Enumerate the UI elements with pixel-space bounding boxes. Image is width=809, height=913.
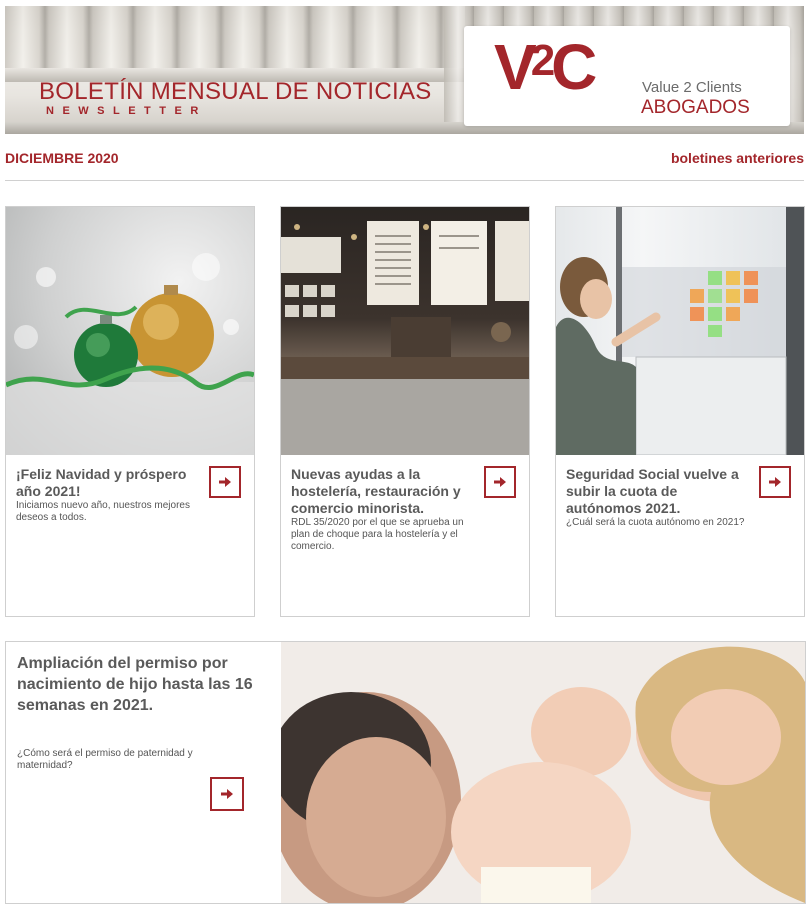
cafe-interior-image[interactable] — [281, 207, 529, 455]
issue-date: DICIEMBRE 2020 — [5, 150, 119, 166]
logo-name: Value 2 Clients — [642, 79, 742, 96]
arrow-right-icon — [494, 477, 506, 487]
card-summary: Iniciamos nuevo año, nuestros mejores deseos a todos. — [16, 500, 190, 523]
company-logo[interactable] — [464, 26, 790, 126]
card-title[interactable]: Seguridad Social vuelve a subir la cuota de autónomos 2021. — [566, 466, 739, 516]
divider — [5, 180, 804, 181]
previous-newsletters-link[interactable]: boletines anteriores — [670, 150, 804, 166]
parents-with-baby-illustration — [281, 642, 805, 903]
woman-sticky-notes-illustration — [556, 207, 804, 455]
read-more-button[interactable] — [209, 466, 241, 498]
feature-title[interactable]: Ampliación del permiso por nacimiento de hijo hasta las 16 semanas en 2021. — [17, 655, 253, 714]
christmas-ornaments-image[interactable] — [6, 207, 254, 455]
card-summary: ¿Cuál será la cuota autónomo en 2021? — [566, 517, 745, 528]
arrow-right-icon — [219, 477, 231, 487]
newsletter-title: BOLETÍN MENSUAL DE NOTICIAS — [39, 78, 432, 105]
news-card-social-security — [555, 206, 805, 617]
card-summary: RDL 35/2020 por el que se aprueba un plan de choque para la hostelería y el comercio. — [291, 517, 464, 552]
news-card-hospitality — [280, 206, 530, 617]
news-card-christmas — [5, 206, 255, 617]
card-title[interactable]: ¡Feliz Navidad y próspero año 2021! — [16, 466, 187, 499]
logo-mark: $V^2C$ — [494, 31, 592, 103]
arrow-right-icon — [221, 789, 233, 799]
feature-summary: ¿Cómo será el permiso de paternidad y maternidad? — [17, 748, 193, 771]
read-more-button[interactable] — [484, 466, 516, 498]
read-more-button[interactable] — [210, 777, 244, 811]
cafe-interior-illustration — [281, 207, 529, 455]
christmas-ornaments-illustration — [6, 207, 254, 455]
logo-tagline: ABOGADOS — [641, 97, 750, 118]
parents-with-baby-image[interactable] — [281, 642, 805, 903]
woman-sticky-notes-image[interactable] — [556, 207, 804, 455]
card-title[interactable]: Nuevas ayudas a la hostelería, restauración y comercio minorista. — [291, 466, 461, 516]
read-more-button[interactable] — [759, 466, 791, 498]
feature-card-parental-leave — [5, 641, 806, 904]
column-capital-decoration — [5, 6, 465, 76]
arrow-right-icon — [769, 477, 781, 487]
newsletter-subtitle: NEWSLETTER — [46, 105, 207, 117]
header-banner — [5, 6, 804, 134]
